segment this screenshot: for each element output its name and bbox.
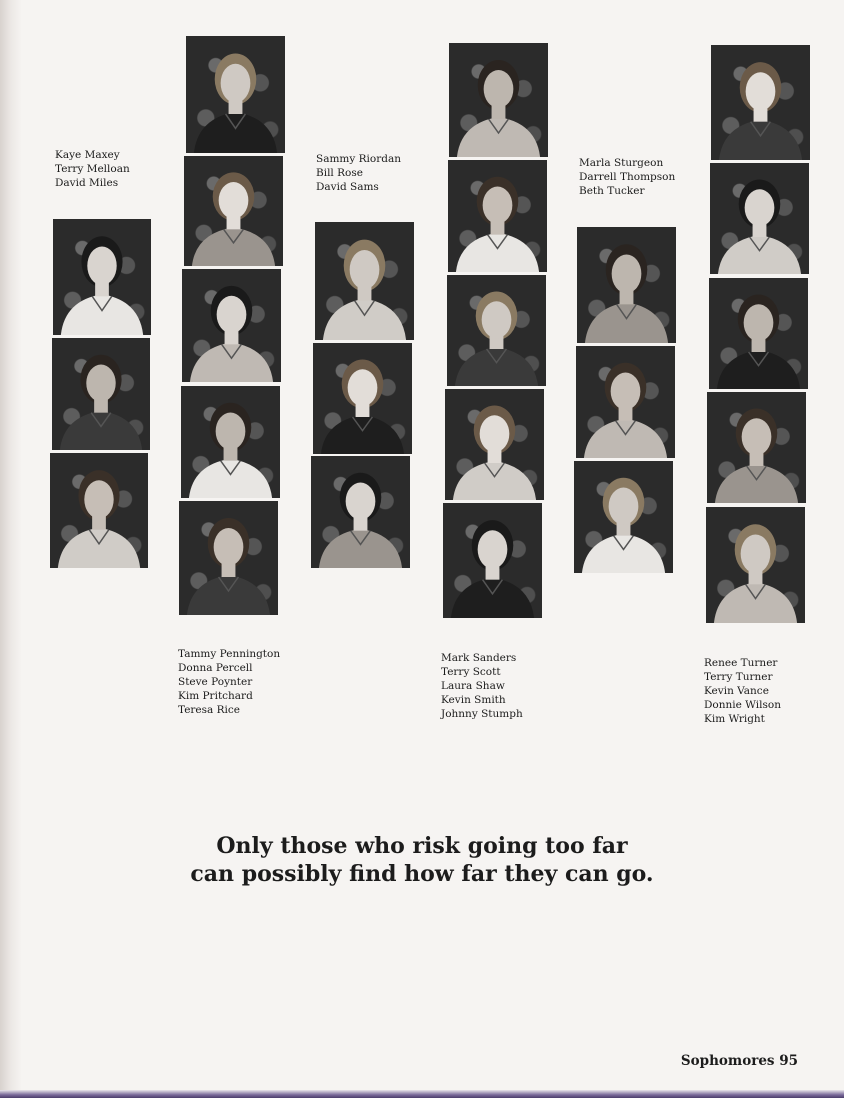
student-name: Terry Scott	[441, 666, 501, 678]
student-portrait-photo	[711, 45, 810, 160]
student-portrait-photo	[576, 346, 675, 458]
portrait-face	[744, 304, 774, 341]
portrait-shoulders	[456, 233, 539, 272]
portrait-silhouette	[313, 343, 412, 454]
portrait-silhouette	[706, 507, 805, 623]
name-list-column-5	[579, 156, 675, 198]
student-portrait-photo	[311, 456, 410, 568]
portrait-shoulders	[457, 117, 540, 157]
portrait-silhouette	[315, 222, 414, 340]
portrait-silhouette	[184, 156, 283, 266]
portrait-shoulders	[584, 419, 667, 458]
student-portrait-photo	[181, 386, 280, 498]
portrait-face	[483, 187, 513, 224]
portrait-silhouette	[53, 219, 151, 335]
student-name: Tammy Pennington	[178, 648, 281, 660]
student-name: Donna Percell	[178, 662, 253, 674]
student-name: Kevin Vance	[704, 685, 769, 697]
portrait-silhouette	[449, 43, 548, 157]
student-name: Terry Turner	[704, 671, 773, 683]
portrait-shoulders	[60, 411, 142, 450]
student-portrait-photo	[184, 156, 283, 266]
student-portrait-photo	[706, 507, 805, 623]
student-name: Kim Wright	[704, 713, 765, 725]
portrait-shoulders	[189, 459, 272, 498]
portrait-silhouette	[447, 275, 546, 386]
portrait-face	[746, 72, 776, 110]
student-portrait-photo	[445, 389, 544, 500]
student-portrait-photo	[577, 227, 676, 343]
student-portrait-photo	[574, 461, 673, 573]
student-name: Terry Melloan	[55, 163, 130, 175]
student-name: Beth Tucker	[579, 185, 645, 197]
portrait-face	[84, 480, 113, 518]
page-binding-edge	[0, 0, 22, 1098]
student-portrait-photo	[710, 163, 809, 274]
portrait-shoulders	[455, 347, 538, 386]
page-bottom-edge	[0, 1090, 844, 1098]
name-list-column-6	[704, 656, 781, 726]
student-name: Darrell Thompson	[579, 171, 676, 183]
portrait-shoulders	[61, 294, 143, 335]
student-name: Kaye Maxey	[55, 149, 120, 161]
portrait-silhouette	[52, 338, 150, 450]
portrait-shoulders	[582, 534, 665, 573]
student-portrait-photo	[449, 43, 548, 157]
portrait-silhouette	[574, 461, 673, 573]
page-footer-label: Sophomores 95	[680, 1053, 798, 1069]
student-portrait-photo	[179, 501, 278, 615]
portrait-shoulders	[321, 415, 404, 454]
student-name: David Miles	[55, 177, 119, 189]
portrait-silhouette	[50, 453, 148, 568]
portrait-shoulders	[585, 302, 668, 343]
student-name: Sammy Riordan	[316, 153, 401, 165]
portrait-shoulders	[714, 582, 797, 623]
portrait-face	[611, 373, 641, 410]
portrait-shoulders	[451, 578, 534, 618]
portrait-face	[221, 64, 251, 103]
student-name: David Sams	[316, 181, 379, 193]
portrait-silhouette	[445, 389, 544, 500]
student-name: Renee Turner	[704, 657, 778, 669]
name-list-column-3	[316, 152, 401, 194]
portrait-silhouette	[186, 36, 285, 153]
portrait-face	[745, 189, 775, 226]
portrait-shoulders	[718, 235, 801, 274]
name-list-column-1	[55, 148, 130, 190]
student-name: Donnie Wilson	[704, 699, 781, 711]
portrait-face	[216, 413, 246, 450]
student-name: Bill Rose	[316, 167, 363, 179]
student-portrait-photo	[182, 269, 281, 382]
portrait-shoulders	[319, 529, 402, 568]
portrait-face	[217, 296, 247, 334]
student-portrait-photo	[315, 222, 414, 340]
portrait-face	[214, 528, 244, 566]
portrait-face	[350, 250, 380, 289]
student-name: Kim Pritchard	[178, 690, 253, 702]
portrait-shoulders	[453, 461, 536, 500]
student-portrait-photo	[707, 392, 806, 503]
portrait-silhouette	[709, 278, 808, 389]
student-portrait-photo	[186, 36, 285, 153]
portrait-silhouette	[182, 269, 281, 382]
portrait-shoulders	[190, 342, 273, 382]
portrait-face	[609, 488, 639, 525]
portrait-face	[742, 418, 772, 455]
quote-line-1: Only those who risk going too far	[216, 833, 628, 859]
student-portrait-photo	[50, 453, 148, 568]
portrait-shoulders	[715, 464, 798, 503]
portrait-face	[87, 246, 116, 285]
student-name: Johnny Stumph	[441, 708, 523, 720]
portrait-shoulders	[719, 120, 802, 160]
portrait-shoulders	[58, 528, 140, 568]
student-name: Laura Shaw	[441, 680, 505, 692]
portrait-silhouette	[448, 160, 547, 272]
student-portrait-photo	[709, 278, 808, 389]
portrait-silhouette	[181, 386, 280, 498]
portrait-silhouette	[711, 45, 810, 160]
name-list-column-2	[178, 647, 280, 717]
portrait-face	[346, 483, 376, 520]
quote-line-2: can possibly find how far they can go.	[190, 861, 654, 887]
portrait-silhouette	[710, 163, 809, 274]
student-portrait-photo	[53, 219, 151, 335]
name-list-column-4	[441, 651, 523, 721]
student-portrait-photo	[448, 160, 547, 272]
portrait-shoulders	[194, 112, 277, 153]
portrait-silhouette	[311, 456, 410, 568]
portrait-face	[480, 415, 510, 452]
portrait-shoulders	[192, 227, 275, 266]
portrait-shoulders	[323, 299, 406, 340]
student-portrait-photo	[447, 275, 546, 386]
portrait-face	[348, 369, 378, 406]
student-name: Steve Poynter	[178, 676, 253, 688]
student-portrait-photo	[313, 343, 412, 454]
portrait-silhouette	[577, 227, 676, 343]
portrait-silhouette	[576, 346, 675, 458]
portrait-shoulders	[187, 575, 270, 615]
portrait-face	[86, 365, 115, 402]
portrait-silhouette	[443, 503, 542, 618]
portrait-face	[219, 182, 249, 219]
student-name: Teresa Rice	[178, 704, 240, 716]
portrait-shoulders	[717, 350, 800, 389]
student-portrait-photo	[52, 338, 150, 450]
student-name: Kevin Smith	[441, 694, 506, 706]
motto-quote	[120, 832, 724, 888]
portrait-silhouette	[179, 501, 278, 615]
student-portrait-photo	[443, 503, 542, 618]
portrait-face	[484, 70, 514, 108]
student-name: Marla Sturgeon	[579, 157, 664, 169]
portrait-face	[482, 301, 512, 338]
student-name: Mark Sanders	[441, 652, 517, 664]
portrait-face	[612, 254, 642, 293]
portrait-face	[741, 534, 771, 573]
portrait-face	[478, 530, 508, 568]
portrait-silhouette	[707, 392, 806, 503]
